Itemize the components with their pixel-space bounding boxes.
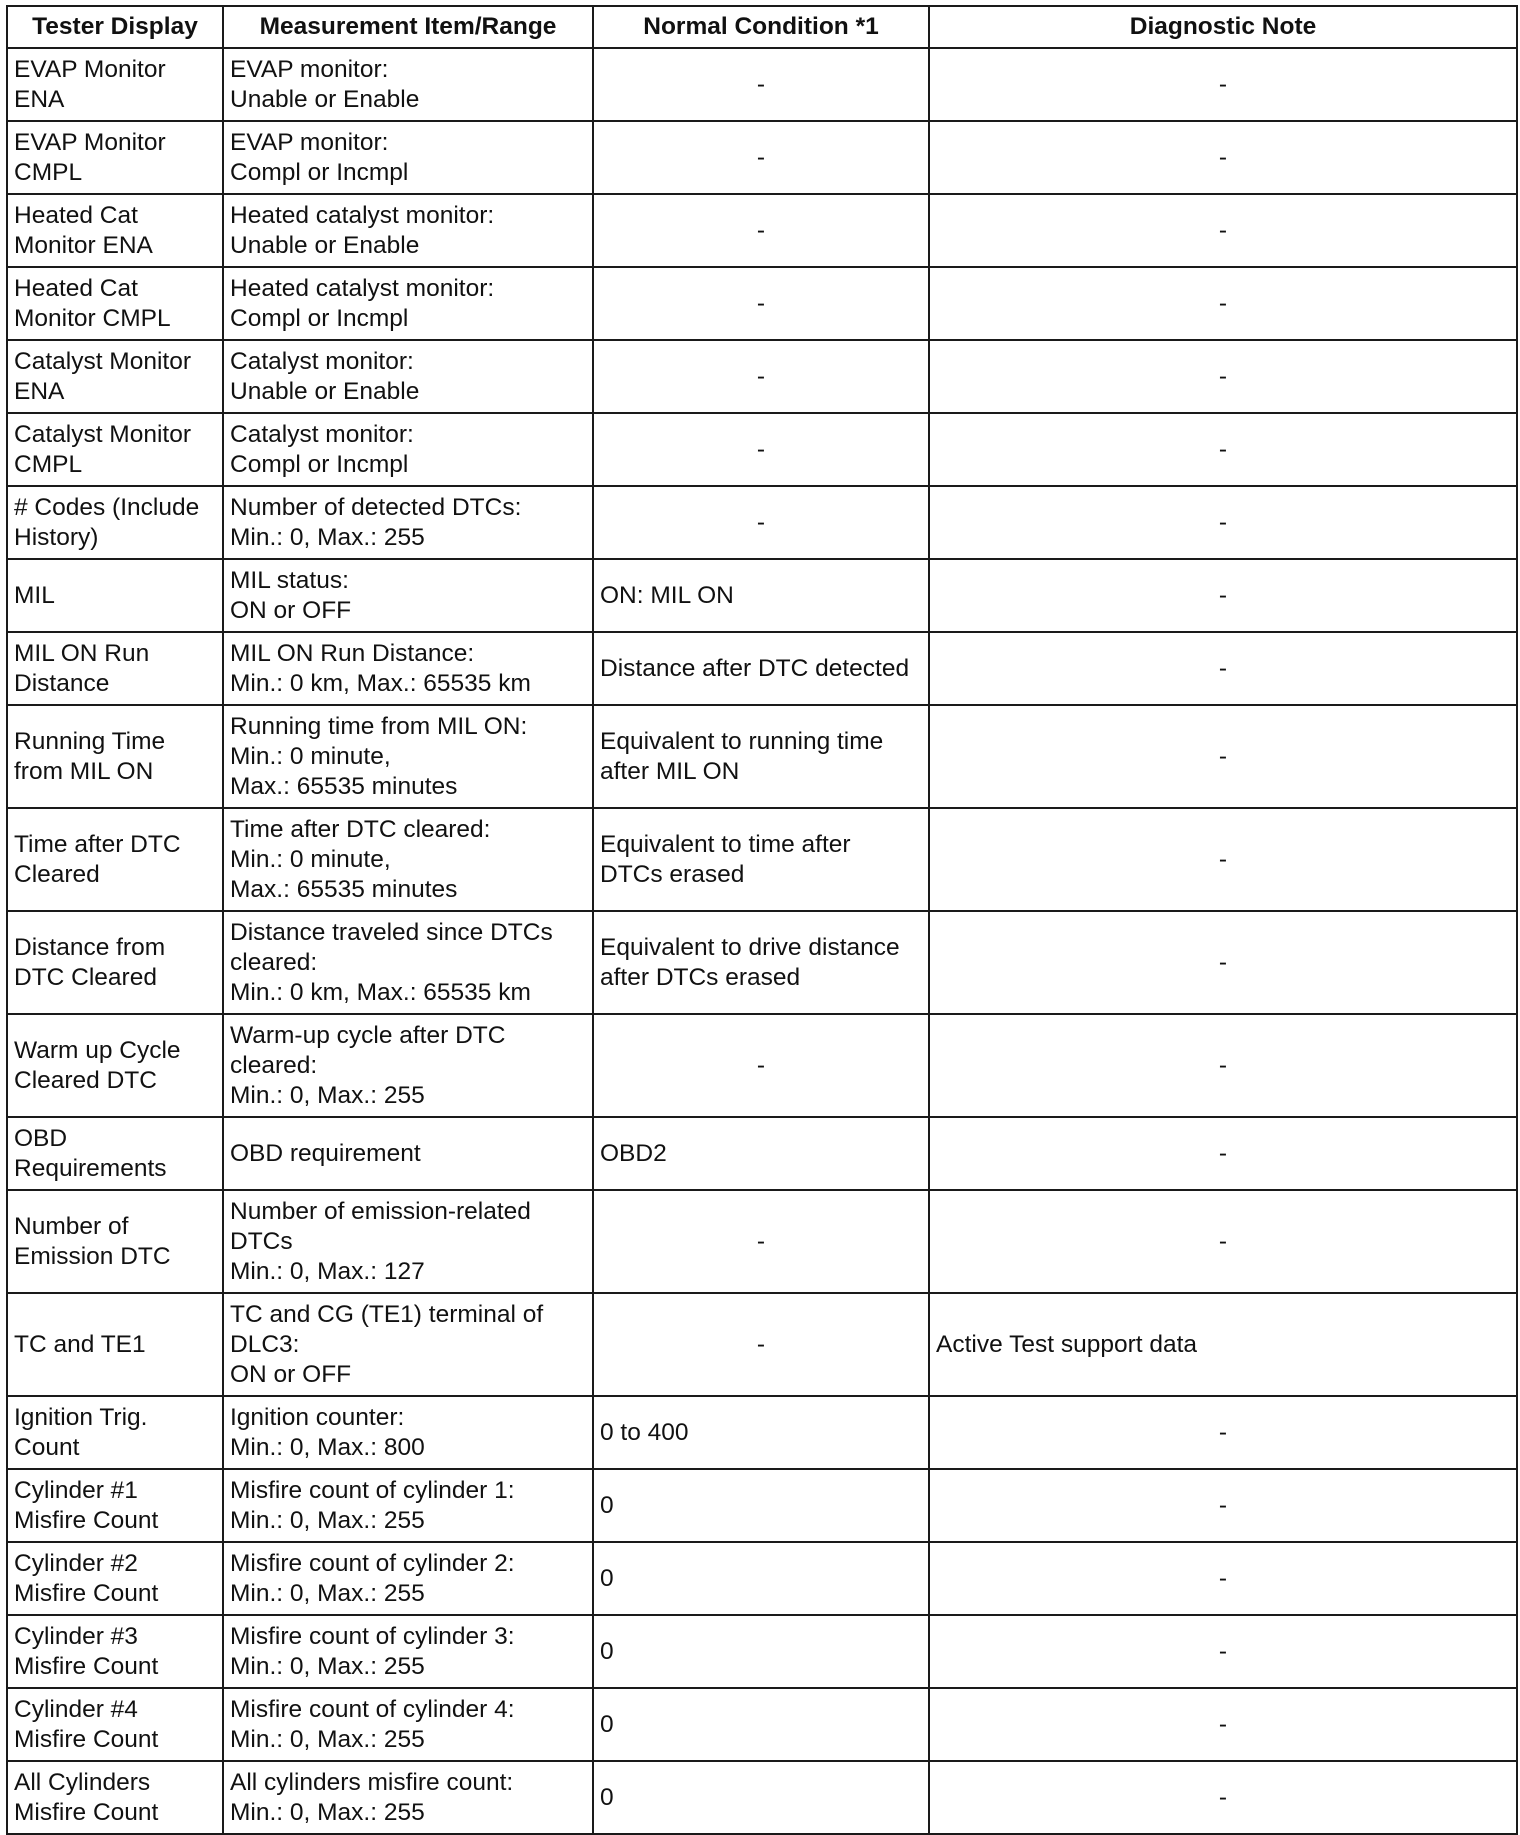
diagnostic-note-cell: Active Test support data [929,1293,1517,1396]
diagnostic-note-cell: - [929,911,1517,1014]
table-row [7,48,1517,121]
measurement-cell: MIL status: ON or OFF [223,559,593,632]
tester-display-cell: EVAP Monitor ENA [7,48,223,121]
data-list-table-container [6,5,1516,1835]
tester-display-cell: Heated Cat Monitor ENA [7,194,223,267]
table-row [7,1117,1517,1190]
tester-display-cell: EVAP Monitor CMPL [7,121,223,194]
tester-display-cell: Cylinder #4 Misfire Count [7,1688,223,1761]
measurement-cell: MIL ON Run Distance: Min.: 0 km, Max.: 65535 km [223,632,593,705]
tester-display-cell: OBD Requirements [7,1117,223,1190]
measurement-cell: Distance traveled since DTCs cleared: Min.: 0 km, Max.: 65535 km [223,911,593,1014]
measurement-cell: Misfire count of cylinder 4: Min.: 0, Max.: 255 [223,1688,593,1761]
table-row [7,340,1517,413]
normal-condition-cell: Distance after DTC detected [593,632,929,705]
tester-display-cell: All Cylinders Misfire Count [7,1761,223,1834]
header-tester-display: Tester Display [7,6,223,48]
table-row [7,1542,1517,1615]
tester-display-cell: Warm up Cycle Cleared DTC [7,1014,223,1117]
tester-display-cell: Distance from DTC Cleared [7,911,223,1014]
measurement-cell: Heated catalyst monitor: Unable or Enable [223,194,593,267]
tester-display-cell: Heated Cat Monitor CMPL [7,267,223,340]
tester-display-cell: Cylinder #2 Misfire Count [7,1542,223,1615]
measurement-cell: Misfire count of cylinder 2: Min.: 0, Max.: 255 [223,1542,593,1615]
table-row [7,1688,1517,1761]
diagnostic-note-cell: - [929,559,1517,632]
diagnostic-note-cell: - [929,1615,1517,1688]
tester-display-cell: Catalyst Monitor ENA [7,340,223,413]
normal-condition-cell: OBD2 [593,1117,929,1190]
diagnostic-note-cell: - [929,632,1517,705]
measurement-cell: Misfire count of cylinder 1: Min.: 0, Max.: 255 [223,1469,593,1542]
diagnostic-note-cell: - [929,808,1517,911]
table-row [7,632,1517,705]
diagnostic-note-cell: - [929,1014,1517,1117]
table-row [7,1293,1517,1396]
diagnostic-note-cell: - [929,1190,1517,1293]
diagnostic-note-cell: - [929,1396,1517,1469]
table-row [7,486,1517,559]
table-row [7,808,1517,911]
normal-condition-cell: - [593,194,929,267]
tester-display-cell: Catalyst Monitor CMPL [7,413,223,486]
normal-condition-cell: Equivalent to drive distance after DTCs erased [593,911,929,1014]
normal-condition-cell: Equivalent to time after DTCs erased [593,808,929,911]
normal-condition-cell: 0 [593,1615,929,1688]
normal-condition-cell: - [593,413,929,486]
diagnostic-note-cell: - [929,413,1517,486]
header-normal-condition: Normal Condition *1 [593,6,929,48]
measurement-cell: Running time from MIL ON: Min.: 0 minute, Max.: 65535 minutes [223,705,593,808]
diagnostic-note-cell: - [929,121,1517,194]
normal-condition-cell: 0 to 400 [593,1396,929,1469]
diagnostic-note-cell: - [929,1117,1517,1190]
diagnostic-note-cell: - [929,1469,1517,1542]
table-row [7,267,1517,340]
measurement-cell: Number of emission-related DTCs Min.: 0, Max.: 127 [223,1190,593,1293]
table-row [7,1761,1517,1834]
normal-condition-cell: 0 [593,1469,929,1542]
table-row [7,911,1517,1014]
header-measurement-item-range: Measurement Item/Range [223,6,593,48]
measurement-cell: Misfire count of cylinder 3: Min.: 0, Max.: 255 [223,1615,593,1688]
measurement-cell: Catalyst monitor: Compl or Incmpl [223,413,593,486]
tester-display-cell: TC and TE1 [7,1293,223,1396]
measurement-cell: Heated catalyst monitor: Compl or Incmpl [223,267,593,340]
measurement-cell: All cylinders misfire count: Min.: 0, Max.: 255 [223,1761,593,1834]
tester-display-cell: MIL ON Run Distance [7,632,223,705]
tester-display-cell: Time after DTC Cleared [7,808,223,911]
header-row [7,6,1517,48]
tester-display-cell: Cylinder #3 Misfire Count [7,1615,223,1688]
diagnostic-note-cell: - [929,48,1517,121]
diagnostic-note-cell: - [929,340,1517,413]
normal-condition-cell: - [593,1293,929,1396]
table-row [7,559,1517,632]
table-row [7,1396,1517,1469]
normal-condition-cell: - [593,340,929,413]
normal-condition-cell: 0 [593,1542,929,1615]
normal-condition-cell: - [593,1014,929,1117]
measurement-cell: Warm-up cycle after DTC cleared: Min.: 0, Max.: 255 [223,1014,593,1117]
table-row [7,413,1517,486]
diagnostic-note-cell: - [929,1688,1517,1761]
normal-condition-cell: Equivalent to running time after MIL ON [593,705,929,808]
table-row [7,194,1517,267]
measurement-cell: Time after DTC cleared: Min.: 0 minute, Max.: 65535 minutes [223,808,593,911]
measurement-cell: EVAP monitor: Unable or Enable [223,48,593,121]
normal-condition-cell: - [593,486,929,559]
tester-display-cell: MIL [7,559,223,632]
normal-condition-cell: - [593,48,929,121]
normal-condition-cell: ON: MIL ON [593,559,929,632]
tester-display-cell: Running Time from MIL ON [7,705,223,808]
tester-display-cell: # Codes (Include History) [7,486,223,559]
table-row [7,1615,1517,1688]
table-row [7,705,1517,808]
diagnostic-note-cell: - [929,1761,1517,1834]
diagnostic-note-cell: - [929,705,1517,808]
tester-display-cell: Ignition Trig. Count [7,1396,223,1469]
header-diagnostic-note: Diagnostic Note [929,6,1517,48]
table-row [7,1190,1517,1293]
diagnostic-note-cell: - [929,1542,1517,1615]
normal-condition-cell: 0 [593,1688,929,1761]
normal-condition-cell: - [593,1190,929,1293]
measurement-cell: OBD requirement [223,1117,593,1190]
normal-condition-cell: 0 [593,1761,929,1834]
tester-display-cell: Number of Emission DTC [7,1190,223,1293]
measurement-cell: TC and CG (TE1) terminal of DLC3: ON or OFF [223,1293,593,1396]
measurement-cell: Ignition counter: Min.: 0, Max.: 800 [223,1396,593,1469]
tester-display-cell: Cylinder #1 Misfire Count [7,1469,223,1542]
data-list-table [6,5,1518,1835]
diagnostic-note-cell: - [929,486,1517,559]
table-row [7,1469,1517,1542]
normal-condition-cell: - [593,267,929,340]
measurement-cell: EVAP monitor: Compl or Incmpl [223,121,593,194]
measurement-cell: Catalyst monitor: Unable or Enable [223,340,593,413]
table-row [7,1014,1517,1117]
diagnostic-note-cell: - [929,267,1517,340]
table-row [7,121,1517,194]
normal-condition-cell: - [593,121,929,194]
diagnostic-note-cell: - [929,194,1517,267]
measurement-cell: Number of detected DTCs: Min.: 0, Max.: 255 [223,486,593,559]
